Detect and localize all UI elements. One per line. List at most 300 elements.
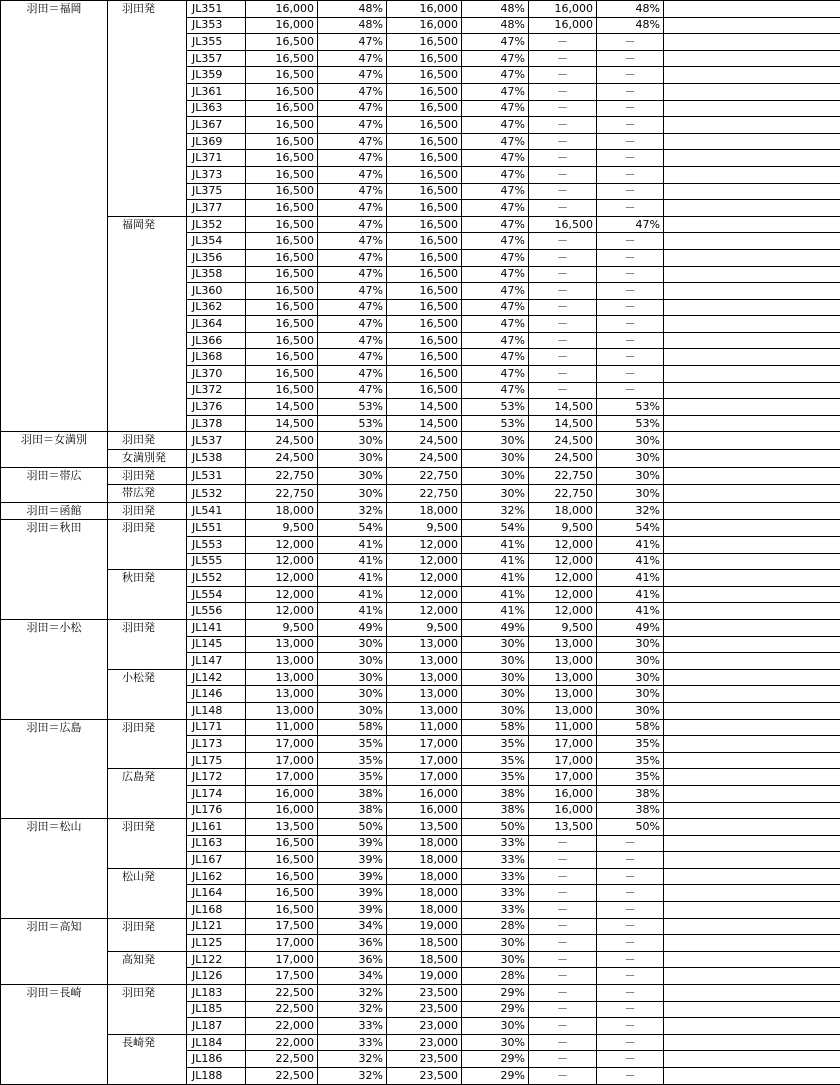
flight-number: JL186 [187, 1051, 246, 1068]
empty-cell [664, 669, 840, 686]
fare-a: 22,500 [246, 1068, 318, 1085]
discount-b: 47% [462, 34, 529, 51]
flight-number: JL188 [187, 1068, 246, 1085]
discount-a: 32% [318, 502, 387, 520]
table-row [1, 467, 840, 485]
empty-cell [664, 100, 840, 117]
route-name: 羽田＝小松 [1, 619, 108, 719]
discount-b: 33% [462, 902, 529, 919]
discount-c: 30% [597, 467, 664, 485]
fare-b: 16,500 [387, 316, 462, 333]
route-name: 羽田＝広島 [1, 719, 108, 819]
discount-a: 30% [318, 653, 387, 670]
discount-b: 50% [462, 819, 529, 836]
discount-b: 30% [462, 1018, 529, 1035]
discount-a: 47% [318, 382, 387, 399]
fare-b: 9,500 [387, 619, 462, 636]
discount-c: 35% [597, 769, 664, 786]
discount-a: 36% [318, 935, 387, 952]
fare-c: － [529, 985, 597, 1002]
discount-c: － [597, 382, 664, 399]
flight-number: JL532 [187, 485, 246, 503]
empty-cell [664, 736, 840, 753]
table-row [1, 951, 840, 968]
fare-table-body [1, 1, 840, 1085]
fare-c: 13,000 [529, 669, 597, 686]
discount-a: 58% [318, 719, 387, 736]
fare-c: 16,500 [529, 216, 597, 233]
discount-c: － [597, 1018, 664, 1035]
fare-b: 16,500 [387, 100, 462, 117]
empty-cell [664, 603, 840, 620]
discount-a: 35% [318, 752, 387, 769]
fare-b: 13,000 [387, 653, 462, 670]
discount-c: － [597, 902, 664, 919]
discount-b: 29% [462, 1051, 529, 1068]
route-name: 羽田＝帯広 [1, 467, 108, 502]
discount-b: 30% [462, 432, 529, 450]
table-row [1, 868, 840, 885]
discount-b: 29% [462, 1068, 529, 1085]
fare-c: － [529, 1018, 597, 1035]
fare-b: 23,500 [387, 985, 462, 1002]
flight-number: JL352 [187, 216, 246, 233]
fare-b: 16,500 [387, 117, 462, 134]
discount-a: 30% [318, 702, 387, 719]
fare-b: 12,000 [387, 603, 462, 620]
direction-label: 羽田発 [108, 1, 187, 217]
discount-b: 30% [462, 669, 529, 686]
fare-b: 23,500 [387, 1068, 462, 1085]
fare-a: 16,500 [246, 902, 318, 919]
discount-c: 30% [597, 702, 664, 719]
fare-b: 16,500 [387, 266, 462, 283]
direction-label: 羽田発 [108, 985, 187, 1035]
discount-a: 38% [318, 802, 387, 819]
fare-b: 12,000 [387, 553, 462, 570]
discount-c: 48% [597, 17, 664, 34]
fare-c: 11,000 [529, 719, 597, 736]
discount-b: 41% [462, 586, 529, 603]
empty-cell [664, 233, 840, 250]
fare-b: 16,500 [387, 332, 462, 349]
discount-a: 30% [318, 450, 387, 468]
discount-c: 30% [597, 669, 664, 686]
fare-a: 12,000 [246, 553, 318, 570]
discount-c: － [597, 835, 664, 852]
fare-c: － [529, 852, 597, 869]
flight-number: JL142 [187, 669, 246, 686]
discount-c: － [597, 316, 664, 333]
discount-a: 47% [318, 233, 387, 250]
fare-a: 17,000 [246, 769, 318, 786]
route-name: 羽田＝函館 [1, 502, 108, 520]
fare-c: 13,000 [529, 653, 597, 670]
discount-c: 30% [597, 653, 664, 670]
discount-b: 30% [462, 702, 529, 719]
discount-c: 38% [597, 802, 664, 819]
discount-b: 30% [462, 1034, 529, 1051]
fare-c: 16,000 [529, 17, 597, 34]
discount-c: － [597, 34, 664, 51]
discount-c: 30% [597, 636, 664, 653]
empty-cell [664, 702, 840, 719]
fare-b: 17,000 [387, 752, 462, 769]
fare-a: 9,500 [246, 619, 318, 636]
discount-b: 47% [462, 183, 529, 200]
discount-b: 33% [462, 835, 529, 852]
discount-a: 47% [318, 366, 387, 383]
fare-b: 16,500 [387, 283, 462, 300]
fare-b: 16,500 [387, 216, 462, 233]
direction-label: 女満別発 [108, 450, 187, 468]
fare-a: 12,000 [246, 570, 318, 587]
empty-cell [664, 785, 840, 802]
discount-c: 30% [597, 432, 664, 450]
fare-c: 16,000 [529, 785, 597, 802]
discount-b: 35% [462, 769, 529, 786]
fare-c: － [529, 283, 597, 300]
table-row [1, 485, 840, 503]
flight-number: JL368 [187, 349, 246, 366]
fare-c: 22,750 [529, 485, 597, 503]
discount-a: 30% [318, 669, 387, 686]
fare-a: 16,500 [246, 885, 318, 902]
direction-label: 羽田発 [108, 520, 187, 570]
empty-cell [664, 283, 840, 300]
fare-c: － [529, 332, 597, 349]
fare-c: － [529, 1068, 597, 1085]
discount-a: 47% [318, 349, 387, 366]
discount-b: 38% [462, 802, 529, 819]
route-name: 羽田＝高知 [1, 918, 108, 984]
fare-b: 17,000 [387, 736, 462, 753]
fare-b: 16,500 [387, 299, 462, 316]
fare-c: － [529, 1001, 597, 1018]
route-name: 羽田＝松山 [1, 819, 108, 919]
table-row [1, 719, 840, 736]
direction-label: 秋田発 [108, 570, 187, 620]
fare-a: 17,000 [246, 752, 318, 769]
fare-c: － [529, 885, 597, 902]
empty-cell [664, 935, 840, 952]
fare-a: 16,500 [246, 299, 318, 316]
empty-cell [664, 719, 840, 736]
fare-c: 13,000 [529, 636, 597, 653]
fare-c: － [529, 951, 597, 968]
fare-b: 16,500 [387, 183, 462, 200]
fare-b: 12,000 [387, 570, 462, 587]
fare-c: － [529, 366, 597, 383]
discount-a: 53% [318, 399, 387, 416]
fare-a: 16,500 [246, 249, 318, 266]
fare-a: 17,000 [246, 736, 318, 753]
fare-c: 18,000 [529, 502, 597, 520]
fare-a: 12,000 [246, 537, 318, 554]
discount-c: － [597, 166, 664, 183]
flight-number: JL376 [187, 399, 246, 416]
discount-b: 48% [462, 1, 529, 18]
fare-a: 16,500 [246, 166, 318, 183]
discount-a: 47% [318, 216, 387, 233]
empty-cell [664, 586, 840, 603]
fare-c: － [529, 166, 597, 183]
fare-a: 16,500 [246, 366, 318, 383]
discount-b: 41% [462, 537, 529, 554]
discount-c: － [597, 67, 664, 84]
fare-b: 16,500 [387, 34, 462, 51]
discount-b: 47% [462, 133, 529, 150]
discount-b: 33% [462, 852, 529, 869]
fare-c: 9,500 [529, 619, 597, 636]
fare-a: 22,000 [246, 1034, 318, 1051]
discount-b: 53% [462, 415, 529, 432]
fare-c: － [529, 968, 597, 985]
discount-a: 30% [318, 485, 387, 503]
empty-cell [664, 918, 840, 935]
empty-cell [664, 537, 840, 554]
discount-a: 39% [318, 835, 387, 852]
fare-b: 19,000 [387, 968, 462, 985]
fare-c: － [529, 67, 597, 84]
fare-c: － [529, 868, 597, 885]
flight-number: JL556 [187, 603, 246, 620]
fare-a: 16,500 [246, 332, 318, 349]
empty-cell [664, 216, 840, 233]
fare-b: 16,500 [387, 349, 462, 366]
direction-label: 羽田発 [108, 719, 187, 769]
empty-cell [664, 83, 840, 100]
empty-cell [664, 266, 840, 283]
discount-a: 47% [318, 117, 387, 134]
discount-b: 29% [462, 1001, 529, 1018]
direction-label: 広島発 [108, 769, 187, 819]
discount-b: 32% [462, 502, 529, 520]
discount-c: － [597, 83, 664, 100]
fare-b: 18,000 [387, 868, 462, 885]
flight-number: JL354 [187, 233, 246, 250]
empty-cell [664, 636, 840, 653]
discount-c: － [597, 918, 664, 935]
discount-b: 47% [462, 299, 529, 316]
discount-a: 33% [318, 1034, 387, 1051]
flight-number: JL370 [187, 366, 246, 383]
fare-b: 18,000 [387, 502, 462, 520]
fare-a: 12,000 [246, 586, 318, 603]
fare-a: 16,500 [246, 117, 318, 134]
fare-b: 14,500 [387, 415, 462, 432]
fare-a: 16,500 [246, 382, 318, 399]
empty-cell [664, 902, 840, 919]
direction-label: 羽田発 [108, 918, 187, 951]
table-row [1, 1, 840, 18]
empty-cell [664, 450, 840, 468]
fare-a: 16,500 [246, 316, 318, 333]
fare-a: 12,000 [246, 603, 318, 620]
discount-a: 33% [318, 1018, 387, 1035]
fare-c: 16,000 [529, 1, 597, 18]
empty-cell [664, 34, 840, 51]
discount-c: 53% [597, 415, 664, 432]
discount-c: － [597, 985, 664, 1002]
flight-number: JL364 [187, 316, 246, 333]
fare-b: 17,000 [387, 769, 462, 786]
discount-a: 38% [318, 785, 387, 802]
discount-c: － [597, 1068, 664, 1085]
fare-b: 16,000 [387, 1, 462, 18]
fare-a: 16,500 [246, 200, 318, 217]
fare-c: 12,000 [529, 570, 597, 587]
discount-b: 47% [462, 233, 529, 250]
direction-label: 羽田発 [108, 819, 187, 869]
discount-a: 47% [318, 283, 387, 300]
fare-c: 22,750 [529, 467, 597, 485]
flight-number: JL353 [187, 17, 246, 34]
discount-a: 47% [318, 299, 387, 316]
discount-b: 41% [462, 553, 529, 570]
discount-a: 34% [318, 968, 387, 985]
discount-a: 30% [318, 686, 387, 703]
fare-b: 13,000 [387, 686, 462, 703]
fare-c: 9,500 [529, 520, 597, 537]
direction-label: 羽田発 [108, 467, 187, 485]
fare-b: 16,500 [387, 67, 462, 84]
table-row [1, 570, 840, 587]
fare-b: 16,000 [387, 802, 462, 819]
discount-b: 35% [462, 752, 529, 769]
empty-cell [664, 366, 840, 383]
discount-a: 47% [318, 100, 387, 117]
discount-b: 47% [462, 166, 529, 183]
fare-b: 22,750 [387, 485, 462, 503]
empty-cell [664, 166, 840, 183]
empty-cell [664, 249, 840, 266]
fare-a: 16,500 [246, 100, 318, 117]
discount-b: 33% [462, 885, 529, 902]
flight-number: JL172 [187, 769, 246, 786]
flight-number: JL171 [187, 719, 246, 736]
empty-cell [664, 752, 840, 769]
fare-b: 16,500 [387, 166, 462, 183]
empty-cell [664, 885, 840, 902]
fare-b: 16,500 [387, 366, 462, 383]
empty-cell [664, 819, 840, 836]
discount-a: 36% [318, 951, 387, 968]
discount-a: 41% [318, 553, 387, 570]
direction-label: 帯広発 [108, 485, 187, 503]
fare-c: 14,500 [529, 399, 597, 416]
discount-b: 47% [462, 249, 529, 266]
fare-b: 18,500 [387, 935, 462, 952]
flight-number: JL538 [187, 450, 246, 468]
discount-c: － [597, 1001, 664, 1018]
fare-c: － [529, 299, 597, 316]
flight-number: JL185 [187, 1001, 246, 1018]
fare-a: 22,750 [246, 467, 318, 485]
flight-number: JL163 [187, 835, 246, 852]
discount-b: 53% [462, 399, 529, 416]
discount-c: － [597, 283, 664, 300]
discount-a: 47% [318, 133, 387, 150]
discount-c: 41% [597, 586, 664, 603]
fare-a: 22,500 [246, 1001, 318, 1018]
fare-a: 16,500 [246, 50, 318, 67]
fare-b: 12,000 [387, 586, 462, 603]
empty-cell [664, 299, 840, 316]
fare-a: 14,500 [246, 415, 318, 432]
fare-b: 13,500 [387, 819, 462, 836]
fare-b: 16,500 [387, 50, 462, 67]
fare-c: 17,000 [529, 769, 597, 786]
discount-c: － [597, 249, 664, 266]
empty-cell [664, 653, 840, 670]
discount-c: － [597, 885, 664, 902]
discount-b: 30% [462, 636, 529, 653]
fare-a: 22,000 [246, 1018, 318, 1035]
fare-b: 18,000 [387, 902, 462, 919]
discount-c: 35% [597, 752, 664, 769]
fare-c: － [529, 200, 597, 217]
fare-a: 22,750 [246, 485, 318, 503]
discount-b: 58% [462, 719, 529, 736]
discount-a: 41% [318, 603, 387, 620]
flight-number: JL147 [187, 653, 246, 670]
discount-a: 41% [318, 570, 387, 587]
discount-b: 41% [462, 570, 529, 587]
discount-b: 47% [462, 316, 529, 333]
empty-cell [664, 1001, 840, 1018]
discount-a: 47% [318, 200, 387, 217]
fare-b: 9,500 [387, 520, 462, 537]
fare-a: 16,500 [246, 283, 318, 300]
fare-a: 17,500 [246, 918, 318, 935]
fare-c: 12,000 [529, 603, 597, 620]
discount-a: 32% [318, 1068, 387, 1085]
fare-c: － [529, 902, 597, 919]
discount-b: 47% [462, 150, 529, 167]
table-row [1, 918, 840, 935]
fare-a: 13,000 [246, 686, 318, 703]
fare-a: 16,500 [246, 349, 318, 366]
discount-a: 47% [318, 67, 387, 84]
empty-cell [664, 1, 840, 18]
route-name: 羽田＝長崎 [1, 985, 108, 1085]
discount-c: － [597, 299, 664, 316]
empty-cell [664, 852, 840, 869]
discount-c: － [597, 183, 664, 200]
fare-c: － [529, 117, 597, 134]
fare-c: － [529, 133, 597, 150]
discount-a: 39% [318, 902, 387, 919]
fare-c: － [529, 150, 597, 167]
direction-label: 小松発 [108, 669, 187, 719]
empty-cell [664, 520, 840, 537]
discount-c: 30% [597, 485, 664, 503]
table-row [1, 985, 840, 1002]
discount-b: 33% [462, 868, 529, 885]
fare-c: － [529, 83, 597, 100]
fare-a: 13,500 [246, 819, 318, 836]
discount-b: 30% [462, 951, 529, 968]
discount-b: 38% [462, 785, 529, 802]
discount-c: － [597, 1034, 664, 1051]
discount-c: 41% [597, 553, 664, 570]
fare-c: － [529, 34, 597, 51]
flight-number: JL541 [187, 502, 246, 520]
discount-a: 47% [318, 34, 387, 51]
fare-c: － [529, 382, 597, 399]
flight-number: JL361 [187, 83, 246, 100]
